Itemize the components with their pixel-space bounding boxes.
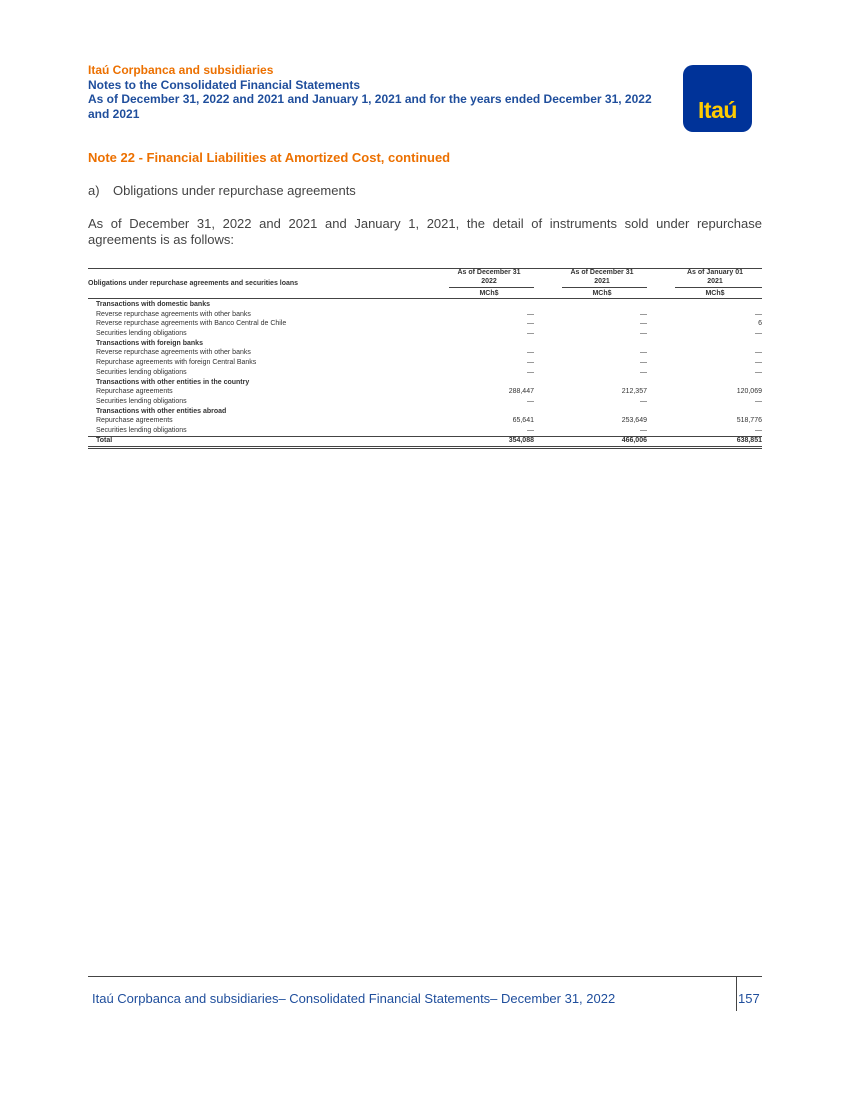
table-row	[88, 426, 762, 436]
table-row	[88, 397, 762, 407]
page-header	[88, 63, 688, 121]
cell-value: 518,776	[736, 417, 762, 425]
column-header-line1: As of December 31	[570, 269, 634, 276]
total-value: 638,851	[736, 437, 762, 444]
column-header-line1: As of December 31	[457, 269, 521, 276]
table-row	[88, 387, 762, 397]
header-bottom-rule	[88, 298, 762, 299]
cell-value: —	[640, 330, 647, 338]
total-label: Total	[96, 437, 113, 444]
row-label: Reverse repurchase agreements with other banks	[96, 349, 251, 357]
cell-value: —	[527, 368, 534, 376]
cell-value: —	[640, 426, 647, 434]
column-header-line2: 2021	[594, 277, 610, 285]
column-unit: MCh$	[479, 290, 499, 297]
column-unit: MCh$	[705, 290, 725, 297]
table-row	[88, 310, 762, 320]
table-row	[88, 368, 762, 378]
document-title: Notes to the Consolidated Financial Statements	[88, 77, 361, 92]
cell-value: —	[640, 397, 647, 405]
table-header-label: Obligations under repurchase agreements and securities loans	[88, 280, 299, 287]
total-value: 466,006	[621, 437, 647, 444]
cell-value: 212,357	[621, 388, 647, 396]
subsection-heading	[88, 183, 356, 198]
row-label: Securities lending obligations	[96, 368, 187, 376]
row-label: Securities lending obligations	[96, 397, 187, 405]
cell-value: —	[755, 359, 762, 367]
cell-value: —	[640, 349, 647, 357]
footer-rule	[88, 976, 762, 977]
itau-logo	[683, 65, 752, 132]
column-header-line2: 2021	[707, 277, 723, 285]
column-unit: MCh$	[592, 290, 612, 297]
cell-value: —	[640, 310, 647, 318]
table-section-row	[88, 300, 762, 310]
cell-value: 6	[758, 320, 762, 328]
row-label: Securities lending obligations	[96, 426, 187, 434]
cell-value: —	[527, 310, 534, 318]
column-header-2021	[562, 269, 642, 286]
cell-value: —	[755, 368, 762, 376]
cell-value: 65,641	[512, 417, 534, 425]
table-row	[88, 348, 762, 358]
table-row	[88, 319, 762, 329]
column-header-jan-2021	[675, 269, 755, 286]
total-bottom-rule	[88, 446, 762, 447]
cell-value: —	[755, 397, 762, 405]
footer-divider	[736, 976, 737, 1011]
company-name: Itaú Corpbanca and subsidiaries	[88, 63, 274, 77]
row-label: Reverse repurchase agreements with Banco Central de Chile	[96, 320, 287, 328]
table-section-row	[88, 339, 762, 349]
cell-value: —	[527, 359, 534, 367]
table-body	[88, 300, 762, 436]
cell-value: —	[640, 368, 647, 376]
intro-paragraph: As of December 31, 2022 and 2021 and January 1, 2021, the detail of instruments sold under repurchase agreements is as follows:	[88, 216, 762, 247]
cell-value: —	[527, 320, 534, 328]
table-section-row	[88, 378, 762, 388]
total-row	[88, 436, 762, 446]
cell-value: —	[755, 330, 762, 338]
cell-value: 288,447	[508, 388, 534, 396]
period-line-2: and 2021	[88, 106, 140, 121]
column-header-line2: 2022	[481, 277, 497, 285]
column-header-2022	[449, 269, 529, 286]
table-row	[88, 416, 762, 426]
row-label: Securities lending obligations	[96, 330, 187, 338]
table-row	[88, 329, 762, 339]
table-top-rule	[88, 268, 762, 269]
cell-value: —	[755, 426, 762, 434]
logo-text: Itaú	[698, 97, 737, 123]
note-title: Note 22 - Financial Liabilities at Amortized Cost, continued	[88, 150, 451, 165]
cell-value: —	[640, 320, 647, 328]
cell-value: 253,649	[621, 417, 647, 425]
row-label: Repurchase agreements	[96, 388, 173, 396]
cell-value: —	[527, 426, 534, 434]
total-double-rule	[88, 448, 762, 449]
cell-value: —	[527, 330, 534, 338]
cell-value: —	[640, 359, 647, 367]
page-number: 157	[738, 991, 760, 1006]
row-label: Repurchase agreements	[96, 417, 173, 425]
cell-value: —	[755, 310, 762, 318]
subsection-letter: a)	[88, 183, 100, 198]
row-label: Repurchase agreements with foreign Central Banks	[96, 359, 257, 367]
cell-value: —	[755, 349, 762, 357]
column-rule	[562, 287, 647, 288]
column-rule	[449, 287, 534, 288]
section-label: Transactions with foreign banks	[96, 339, 203, 347]
footer-text: Itaú Corpbanca and subsidiaries– Consolidated Financial Statements– December 31, 2022	[92, 991, 616, 1006]
cell-value: —	[527, 397, 534, 405]
period-line-1: As of December 31, 2022 and 2021 and January 1, 2021 and for the years ended December 31, 2022	[88, 92, 652, 106]
section-label: Transactions with other entities abroad	[96, 407, 227, 415]
cell-value: —	[527, 349, 534, 357]
cell-value: 120,069	[736, 388, 762, 396]
column-rule	[675, 287, 762, 288]
section-label: Transactions with other entities in the country	[96, 378, 250, 386]
table-row	[88, 358, 762, 368]
column-header-line1: As of January 01	[686, 269, 744, 276]
table-section-row	[88, 407, 762, 417]
total-value: 354,088	[508, 437, 534, 444]
row-label: Reverse repurchase agreements with other banks	[96, 310, 251, 318]
section-label: Transactions with domestic banks	[96, 301, 210, 308]
subsection-title: Obligations under repurchase agreements	[113, 183, 356, 198]
